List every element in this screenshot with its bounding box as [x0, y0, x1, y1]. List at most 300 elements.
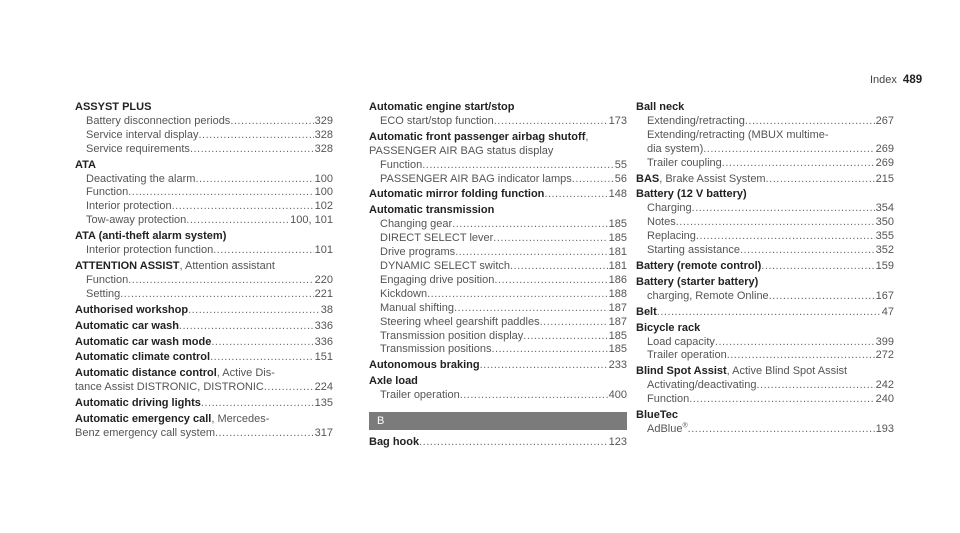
dot-leader — [540, 316, 608, 330]
entry-heading: Battery (remote control) — [636, 259, 762, 272]
index-entry — [369, 359, 627, 373]
page-reference[interactable]: 185 — [608, 329, 627, 342]
index-entry-line[interactable] — [369, 436, 627, 450]
index-entry — [369, 204, 627, 357]
page-reference[interactable]: 123 — [608, 436, 627, 449]
entry-heading: Ball neck — [636, 101, 685, 113]
dot-leader — [676, 216, 875, 230]
subentry-text — [380, 173, 572, 187]
index-entry — [75, 320, 333, 334]
subentry-text — [647, 379, 756, 393]
entry-heading-rest: , Attention assistant — [179, 259, 275, 272]
subentry-label: PASSENGER AIR BAG indicator lamps — [380, 172, 572, 185]
subentry-text-line: Extending/retracting (MBUX multime- — [647, 128, 829, 141]
page-reference[interactable]: 336 — [314, 335, 333, 348]
subentry-text — [380, 274, 494, 288]
subentry-text — [647, 244, 740, 258]
dot-leader — [215, 427, 314, 441]
page-reference[interactable]: 269 — [875, 142, 894, 155]
subentry-label: Replacing — [647, 230, 696, 243]
entry-heading: Battery (starter battery) — [636, 275, 759, 288]
subentry-label: DIRECT SELECT lever — [380, 232, 494, 245]
subentry-text — [75, 381, 264, 395]
subentry-label: Function — [647, 393, 690, 406]
dot-leader — [769, 290, 875, 304]
subentry-label: charging, Remote Online — [647, 289, 769, 302]
dot-leader — [657, 306, 881, 320]
entry-heading-line — [369, 204, 627, 218]
entry-heading-text — [636, 173, 766, 187]
page-reference[interactable]: 317 — [314, 426, 333, 439]
dot-leader — [195, 173, 313, 187]
page-reference[interactable]: 329 — [314, 114, 333, 127]
subentry-text — [380, 343, 491, 357]
dot-leader — [722, 157, 875, 171]
subentry-text — [86, 115, 230, 129]
subentry-text — [380, 288, 427, 302]
subentry-text — [647, 143, 703, 157]
entry-heading: Automatic driving lights — [75, 397, 201, 410]
subentry-label: Interior protection — [86, 200, 172, 213]
entry-heading-line — [636, 409, 894, 423]
index-subentry[interactable] — [75, 381, 333, 395]
index-entry — [369, 131, 627, 187]
entry-heading-line — [75, 101, 333, 115]
dot-leader — [419, 436, 608, 450]
index-subentry[interactable] — [636, 202, 894, 216]
index-subentry[interactable] — [369, 274, 627, 288]
index-subentry[interactable] — [369, 330, 627, 344]
index-entry — [75, 101, 333, 157]
index-entry — [636, 322, 894, 364]
page-reference[interactable]: 100 — [314, 172, 333, 185]
entry-heading: Automatic engine start/stop — [369, 101, 515, 113]
entry-heading-text — [75, 304, 188, 318]
page-reference[interactable]: 56 — [614, 172, 627, 185]
dot-leader — [230, 115, 313, 129]
entry-heading: Automatic emergency call — [75, 413, 212, 426]
entry-heading: ATTENTION ASSIST — [75, 259, 180, 272]
subentry-label: Battery disconnection periods — [86, 114, 231, 127]
index-entry — [369, 188, 627, 202]
page-reference[interactable]: 220 — [314, 273, 333, 286]
dot-leader — [692, 202, 875, 216]
entry-heading-text — [636, 260, 761, 274]
dot-leader — [460, 389, 608, 403]
page-reference[interactable]: 399 — [875, 335, 894, 348]
index-entry-line[interactable] — [636, 260, 894, 274]
dot-leader — [544, 188, 607, 202]
entry-heading: BAS — [636, 172, 660, 185]
subentry-label: Drive programs — [380, 246, 456, 259]
entry-heading-line — [636, 365, 894, 379]
index-subentry[interactable] — [636, 336, 894, 350]
index-entry — [636, 306, 894, 320]
index-entry — [369, 375, 627, 403]
page-reference[interactable]: 400 — [608, 389, 627, 402]
page-reference[interactable]: 215 — [875, 172, 894, 185]
entry-heading: Battery (12 V battery) — [636, 188, 747, 201]
page-reference[interactable]: 181 — [608, 246, 627, 259]
subentry-text — [647, 336, 715, 350]
subentry-label: Setting — [86, 287, 121, 300]
entry-heading: Authorised workshop — [75, 303, 189, 316]
entry-heading: Belt — [636, 305, 657, 318]
entry-heading: BlueTec — [636, 409, 678, 422]
index-subentry[interactable] — [369, 260, 627, 274]
subentry-text — [86, 274, 128, 288]
page-reference[interactable]: 148 — [608, 188, 627, 201]
index-subentry[interactable] — [75, 143, 333, 157]
dot-leader — [688, 423, 875, 437]
subentry-text — [380, 302, 454, 316]
subentry-text — [647, 290, 769, 304]
subentry-text — [86, 288, 120, 302]
section-label: Index — [870, 74, 897, 86]
page-reference[interactable]: 267 — [875, 114, 894, 127]
index-subentry[interactable] — [636, 379, 894, 393]
dot-leader — [210, 351, 314, 365]
subentry-text — [380, 316, 540, 330]
index-entry-line[interactable] — [75, 397, 333, 411]
page-reference[interactable]: 102 — [314, 200, 333, 213]
subentry-text — [86, 186, 128, 200]
index-entry — [75, 230, 333, 258]
subentry-text — [647, 349, 727, 363]
page-reference[interactable]: 240 — [875, 393, 894, 406]
page-reference[interactable]: 233 — [608, 359, 627, 372]
index-entry-line[interactable] — [369, 188, 627, 202]
dot-leader — [766, 173, 875, 187]
page-reference[interactable]: 336 — [314, 319, 333, 332]
page-reference[interactable]: 272 — [875, 349, 894, 362]
page-reference[interactable]: 188 — [608, 287, 627, 300]
subentry-text — [86, 244, 213, 258]
subentry-text — [380, 232, 493, 246]
index-entry — [75, 336, 333, 350]
index-subentry[interactable] — [369, 218, 627, 232]
index-entry — [75, 304, 333, 318]
dot-leader — [128, 186, 313, 200]
index-subentry[interactable] — [369, 389, 627, 403]
subentry-label: Deactivating the alarm — [86, 172, 196, 185]
index-entry — [369, 101, 627, 129]
entry-heading-line — [75, 367, 333, 381]
index-subentry[interactable] — [636, 290, 894, 304]
page-reference[interactable]: 100 — [314, 186, 333, 199]
entry-heading: ATA — [75, 158, 96, 171]
page-reference[interactable]: 151 — [314, 351, 333, 364]
entry-heading-line — [636, 101, 894, 115]
index-entry — [75, 159, 333, 229]
subentry-text — [86, 200, 172, 214]
subentry-label: Service interval display — [86, 128, 199, 141]
subentry-label: Trailer operation — [647, 349, 727, 362]
subentry-label: ECO start/stop function — [380, 114, 494, 127]
entry-heading: Automatic car wash mode — [75, 335, 212, 348]
entry-heading-text — [369, 359, 480, 373]
subentry-label: Activating/deactivating — [647, 379, 757, 392]
index-subentry[interactable] — [75, 173, 333, 187]
index-subentry[interactable] — [369, 316, 627, 330]
dot-leader — [491, 343, 607, 357]
subentry-label: Changing gear — [380, 218, 453, 231]
subentry-text — [86, 129, 199, 143]
index-entry-line[interactable] — [75, 320, 333, 334]
dot-leader — [199, 129, 314, 143]
index-entry-line[interactable] — [369, 359, 627, 373]
entry-heading: Bag hook — [369, 436, 420, 449]
dot-leader — [427, 288, 608, 302]
dot-leader — [523, 330, 607, 344]
subentry-text — [647, 157, 722, 171]
page-reference[interactable]: 38 — [320, 303, 333, 316]
page-reference[interactable]: 352 — [875, 244, 894, 257]
page-reference[interactable]: 354 — [875, 202, 894, 215]
subentry-text — [86, 214, 186, 228]
page-reference[interactable]: 355 — [875, 230, 894, 243]
index-subentry[interactable] — [75, 214, 333, 228]
index-entry-line[interactable] — [75, 351, 333, 365]
dot-leader — [172, 200, 314, 214]
dot-leader — [696, 230, 875, 244]
index-entry-line[interactable] — [75, 304, 333, 318]
dot-leader — [494, 274, 607, 288]
entry-heading-rest: , Active Blind Spot Assist — [726, 365, 848, 378]
dot-leader — [128, 274, 313, 288]
page-number: 489 — [902, 74, 923, 86]
index-subentry[interactable] — [636, 157, 894, 171]
dot-leader — [493, 232, 607, 246]
page-reference[interactable]: 193 — [875, 422, 894, 435]
index-subentry[interactable] — [636, 230, 894, 244]
subentry-label: Notes — [647, 216, 676, 229]
index-subentry[interactable] — [75, 274, 333, 288]
page-reference[interactable]: 328 — [314, 142, 333, 155]
subentry-label: Service requirements — [86, 142, 190, 155]
index-column-3 — [636, 101, 894, 437]
entry-heading-rest: , — [585, 130, 589, 143]
entry-heading: Axle load — [369, 375, 418, 388]
entry-heading-line — [636, 276, 894, 290]
index-column-1 — [75, 101, 333, 441]
index-subentry[interactable] — [75, 186, 333, 200]
page-reference[interactable]: 187 — [608, 315, 627, 328]
index-entry — [636, 188, 894, 258]
subentry-text — [647, 115, 745, 129]
page-reference[interactable]: 328 — [314, 128, 333, 141]
dot-leader — [740, 244, 875, 258]
subentry-label: Benz emergency call system — [75, 426, 215, 439]
subentry-text — [647, 423, 688, 437]
subentry-label: Engaging drive position — [380, 273, 495, 286]
entry-heading: Automatic transmission — [369, 204, 495, 217]
entry-heading-line — [636, 322, 894, 336]
subentry-label: Charging — [647, 202, 692, 215]
dot-leader — [703, 143, 874, 157]
dot-leader — [756, 379, 874, 393]
entry-heading-rest: , Mercedes- — [211, 413, 270, 426]
index-subentry[interactable] — [636, 393, 894, 407]
dot-leader — [572, 173, 614, 187]
page-reference[interactable]: 185 — [608, 232, 627, 245]
index-subentry[interactable] — [369, 246, 627, 260]
index-entry — [636, 173, 894, 187]
index-entry — [636, 260, 894, 274]
index-subentry[interactable] — [369, 343, 627, 357]
entry-heading-line — [75, 260, 333, 274]
index-subentry[interactable] — [75, 129, 333, 143]
subentry-text — [380, 389, 460, 403]
dot-leader — [422, 159, 614, 173]
section-letter-bar: B — [369, 412, 627, 430]
entry-heading-continuation: PASSENGER AIR BAG status display — [369, 144, 554, 157]
index-subentry[interactable] — [369, 302, 627, 316]
page-reference[interactable]: 135 — [314, 397, 333, 410]
index-subentry[interactable] — [636, 216, 894, 230]
page-reference[interactable]: 185 — [608, 218, 627, 231]
dot-leader — [120, 288, 313, 302]
subentry-text — [647, 216, 676, 230]
page-reference[interactable]: 167 — [875, 289, 894, 302]
dot-leader — [211, 336, 313, 350]
subentry-text — [380, 115, 494, 129]
entry-heading-line — [369, 375, 627, 389]
subentry-text — [380, 246, 455, 260]
index-subentry[interactable] — [369, 232, 627, 246]
subentry-label: Function — [86, 186, 129, 199]
page-reference[interactable]: 185 — [608, 343, 627, 356]
subentry-text — [647, 202, 692, 216]
subentry-text — [647, 230, 696, 244]
index-entry — [636, 276, 894, 304]
entry-heading: Autonomous braking — [369, 359, 480, 372]
entry-heading: ASSYST PLUS — [75, 101, 152, 113]
subentry-label: tance Assist DISTRONIC, DISTRONIC — [75, 381, 264, 394]
index-subentry[interactable] — [636, 143, 894, 157]
index-subentry[interactable] — [369, 173, 627, 187]
page-reference[interactable]: 159 — [875, 259, 894, 272]
index-entry — [75, 351, 333, 365]
page-reference[interactable]: 100, 101 — [290, 214, 333, 227]
page-reference[interactable]: 101 — [314, 244, 333, 257]
page-reference[interactable]: 47 — [881, 305, 894, 318]
dot-leader — [480, 359, 608, 373]
index-subentry[interactable] — [636, 244, 894, 258]
index-column-2 — [369, 101, 627, 450]
index-subentry[interactable] — [75, 200, 333, 214]
index-entry — [636, 365, 894, 407]
subentry-label: Trailer operation — [380, 389, 460, 402]
dot-leader — [455, 246, 607, 260]
subentry-label: Extending/retracting — [647, 114, 745, 127]
index-subentry[interactable] — [369, 288, 627, 302]
dot-leader — [689, 393, 874, 407]
index-subentry[interactable] — [636, 115, 894, 129]
subentry-text — [380, 260, 510, 274]
page-reference[interactable]: 269 — [875, 156, 894, 169]
dot-leader — [452, 218, 607, 232]
entry-heading-text — [75, 351, 210, 365]
index-subentry[interactable] — [369, 159, 627, 173]
index-entry — [636, 101, 894, 171]
subentry-label: DYNAMIC SELECT switch — [380, 259, 510, 272]
subentry-label: Transmission position display — [380, 329, 524, 342]
subentry-text — [380, 218, 452, 232]
entry-heading: Blind Spot Assist — [636, 365, 727, 378]
page-reference[interactable]: 181 — [608, 259, 627, 272]
index-subentry[interactable] — [636, 349, 894, 363]
subentry-label: Transmission positions — [380, 343, 492, 356]
page-reference[interactable]: 350 — [875, 216, 894, 229]
subentry-label: Manual shifting — [380, 301, 454, 314]
entry-heading-line — [75, 159, 333, 173]
index-entry — [636, 409, 894, 437]
subentry-label: Steering wheel gearshift paddles — [380, 315, 540, 328]
entry-heading-text — [636, 306, 657, 320]
page-reference[interactable]: 221 — [314, 287, 333, 300]
dot-leader — [454, 302, 608, 316]
index-subentry[interactable] — [75, 115, 333, 129]
index-subentry[interactable] — [75, 427, 333, 441]
subentry-label: Function — [380, 158, 423, 171]
index-subentry[interactable] — [636, 423, 894, 437]
entry-heading-text — [75, 397, 201, 411]
dot-leader — [201, 397, 314, 411]
dot-leader — [494, 115, 608, 129]
index-subentry[interactable] — [75, 288, 333, 302]
subentry-label: Tow-away protection — [86, 214, 187, 227]
entry-heading-text — [369, 436, 419, 450]
entry-heading-line — [636, 188, 894, 202]
page-reference[interactable]: 187 — [608, 301, 627, 314]
page-reference[interactable]: 186 — [608, 273, 627, 286]
index-entry-line[interactable] — [75, 336, 333, 350]
subentry-text — [86, 143, 190, 157]
index-entry — [75, 397, 333, 411]
page-reference[interactable]: 55 — [614, 158, 627, 171]
subentry-label: Kickdown — [380, 287, 428, 300]
dot-leader — [213, 244, 313, 258]
page-reference[interactable]: 173 — [608, 114, 627, 127]
subentry-text — [75, 427, 215, 441]
page-reference[interactable]: 224 — [314, 381, 333, 394]
index-entry-line[interactable] — [636, 173, 894, 187]
page-header — [870, 74, 940, 86]
index-subentry[interactable] — [75, 244, 333, 258]
index-entry-line[interactable] — [636, 306, 894, 320]
index-subentry[interactable] — [369, 115, 627, 129]
index-entry — [75, 413, 333, 441]
dot-leader — [727, 349, 875, 363]
entry-heading-text — [369, 188, 544, 202]
subentry-label: AdBlue — [647, 422, 683, 435]
entry-heading-line — [369, 101, 627, 115]
entry-heading-text — [75, 320, 179, 334]
subentry-label: Load capacity — [647, 335, 715, 348]
dot-leader — [188, 304, 320, 318]
entry-heading-line — [75, 230, 333, 244]
entry-heading: Bicycle rack — [636, 321, 701, 334]
dot-leader — [761, 260, 874, 274]
dot-leader — [186, 214, 289, 228]
subentry-label: dia system) — [647, 142, 704, 155]
entry-heading: ATA (anti-theft alarm system) — [75, 230, 227, 243]
entry-heading-line — [369, 131, 627, 145]
entry-heading-rest: , Brake Assist System — [659, 172, 766, 185]
entry-heading: Automatic car wash — [75, 319, 179, 332]
page-reference[interactable]: 242 — [875, 379, 894, 392]
